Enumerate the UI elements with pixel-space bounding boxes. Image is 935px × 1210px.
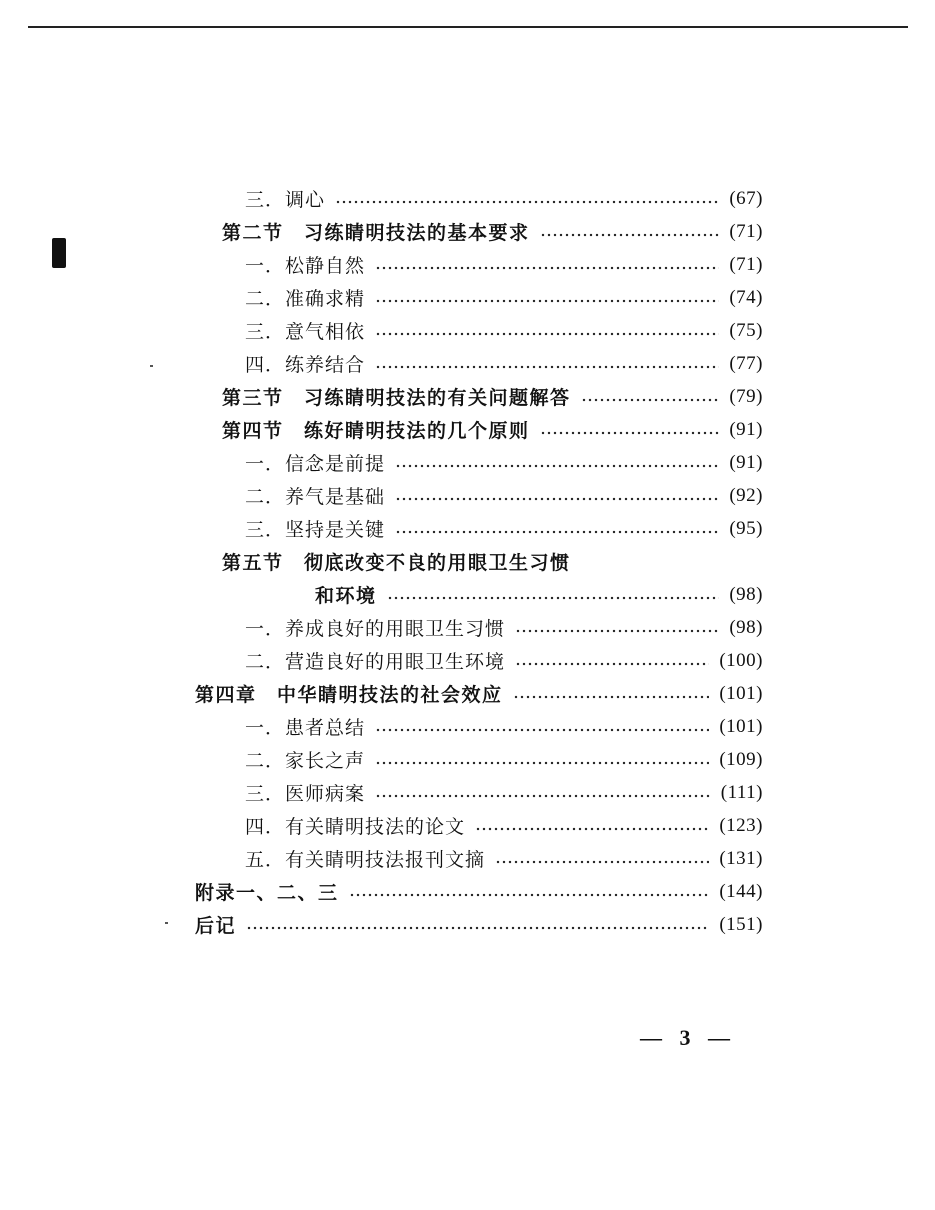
dot-leader [349, 893, 710, 897]
top-rule [28, 26, 908, 28]
toc-entry-page: (95) [729, 517, 763, 539]
toc-entry-label: 一．信念是前提 [245, 453, 386, 475]
dot-leader [540, 233, 720, 237]
toc-entry-page: (77) [729, 352, 763, 374]
dot-leader [375, 332, 719, 336]
toc-entry-label: 和环境 [315, 585, 377, 607]
toc-entry-page: (131) [719, 847, 763, 869]
dot-leader [375, 266, 719, 270]
toc-entry [245, 347, 763, 380]
toc-entry-label: 五．有关睛明技法报刊文摘 [245, 849, 486, 871]
toc-entry [245, 743, 763, 776]
toc-entry-page: (71) [729, 253, 763, 275]
toc-entry-label: 四．有关睛明技法的论文 [245, 816, 466, 838]
toc-entry-label: 四．练养结合 [245, 354, 366, 376]
toc-entry-label: 一．养成良好的用眼卫生习惯 [245, 618, 506, 640]
dot-leader [246, 926, 709, 930]
toc-entry-page: (71) [729, 220, 763, 242]
toc-entry [245, 809, 763, 842]
toc-entry-label: 第二节 习练睛明技法的基本要求 [222, 222, 530, 244]
dot-leader [540, 431, 720, 435]
toc-entry [195, 677, 763, 710]
dot-leader [375, 299, 719, 303]
dot-leader [513, 695, 710, 699]
dot-leader [495, 860, 709, 864]
toc-entry-page: (109) [719, 748, 763, 770]
dot-leader [395, 464, 719, 468]
toc-entry-page: (151) [719, 913, 763, 935]
toc-entry [245, 512, 763, 545]
toc-entry-label: 二．营造良好的用眼卫生环境 [245, 651, 506, 673]
toc-entry [222, 380, 763, 413]
toc-entry-label: 三．调心 [245, 189, 326, 211]
dot-leader [375, 365, 719, 369]
toc-entry [245, 248, 763, 281]
toc-entry-page: (123) [719, 814, 763, 836]
toc-entry-label: 第四章 中华睛明技法的社会效应 [195, 684, 503, 706]
dot-leader [375, 728, 709, 732]
toc-entry [245, 479, 763, 512]
toc-entry-page: (67) [729, 187, 763, 209]
dot-leader [475, 827, 709, 831]
toc-entry [245, 281, 763, 314]
toc-entry [245, 776, 763, 809]
toc-entry-page: (144) [719, 880, 763, 902]
toc-entry [195, 908, 763, 941]
toc-entry-page: (111) [720, 781, 763, 803]
toc-entry [245, 611, 763, 644]
dot-leader [395, 530, 719, 534]
dot-leader [395, 497, 719, 501]
toc-entry-page: (79) [729, 385, 763, 407]
toc-entry [222, 413, 763, 446]
toc-entry [245, 182, 763, 215]
toc-entry-page: (98) [729, 583, 763, 605]
toc-entry-page: (75) [729, 319, 763, 341]
toc-entry-page: (92) [729, 484, 763, 506]
toc-entry-label: 二．家长之声 [245, 750, 366, 772]
toc-entry-label: 三．意气相依 [245, 321, 366, 343]
toc-entry [245, 644, 763, 677]
dot-leader [515, 629, 719, 633]
toc-entry-label: 二．准确求精 [245, 288, 366, 310]
toc-entry-page: (74) [729, 286, 763, 308]
toc-entry-page: (101) [719, 682, 763, 704]
toc-entry [245, 314, 763, 347]
toc-entry-label: 第三节 习练睛明技法的有关问题解答 [222, 387, 571, 409]
toc-entry-label: 第四节 练好睛明技法的几个原则 [222, 420, 530, 442]
toc-entry [245, 446, 763, 479]
toc-entry [222, 545, 571, 578]
toc-entry-label: 第五节 彻底改变不良的用眼卫生习惯 [222, 552, 571, 574]
toc-entry [222, 215, 763, 248]
toc-entry-page: (100) [719, 649, 763, 671]
toc-entry-label: 三．医师病案 [245, 783, 366, 805]
toc-entry-label: 后记 [195, 915, 237, 937]
margin-mark [52, 238, 66, 268]
stray-dot [165, 922, 168, 924]
toc-entry-label: 附录一、二、三 [195, 882, 339, 904]
dot-leader [515, 662, 709, 666]
toc-entry-label: 二．养气是基础 [245, 486, 386, 508]
toc-entry-page: (101) [719, 715, 763, 737]
page-number: — 3 — [640, 1025, 736, 1050]
dot-leader [335, 200, 719, 204]
dot-leader [375, 761, 709, 765]
toc-entry-label: 三．坚持是关键 [245, 519, 386, 541]
toc-entry [315, 578, 763, 611]
stray-dot [150, 365, 153, 367]
dot-leader [375, 794, 711, 798]
toc-entry-page: (91) [729, 418, 763, 440]
toc-entry-page: (98) [729, 616, 763, 638]
dot-leader [387, 596, 720, 600]
toc-entry [245, 842, 763, 875]
toc-entry [195, 875, 763, 908]
toc-entry [245, 710, 763, 743]
toc-entry-page: (91) [729, 451, 763, 473]
toc-entry-label: 一．患者总结 [245, 717, 366, 739]
toc-entry-label: 一．松静自然 [245, 255, 366, 277]
dot-leader [581, 398, 720, 402]
